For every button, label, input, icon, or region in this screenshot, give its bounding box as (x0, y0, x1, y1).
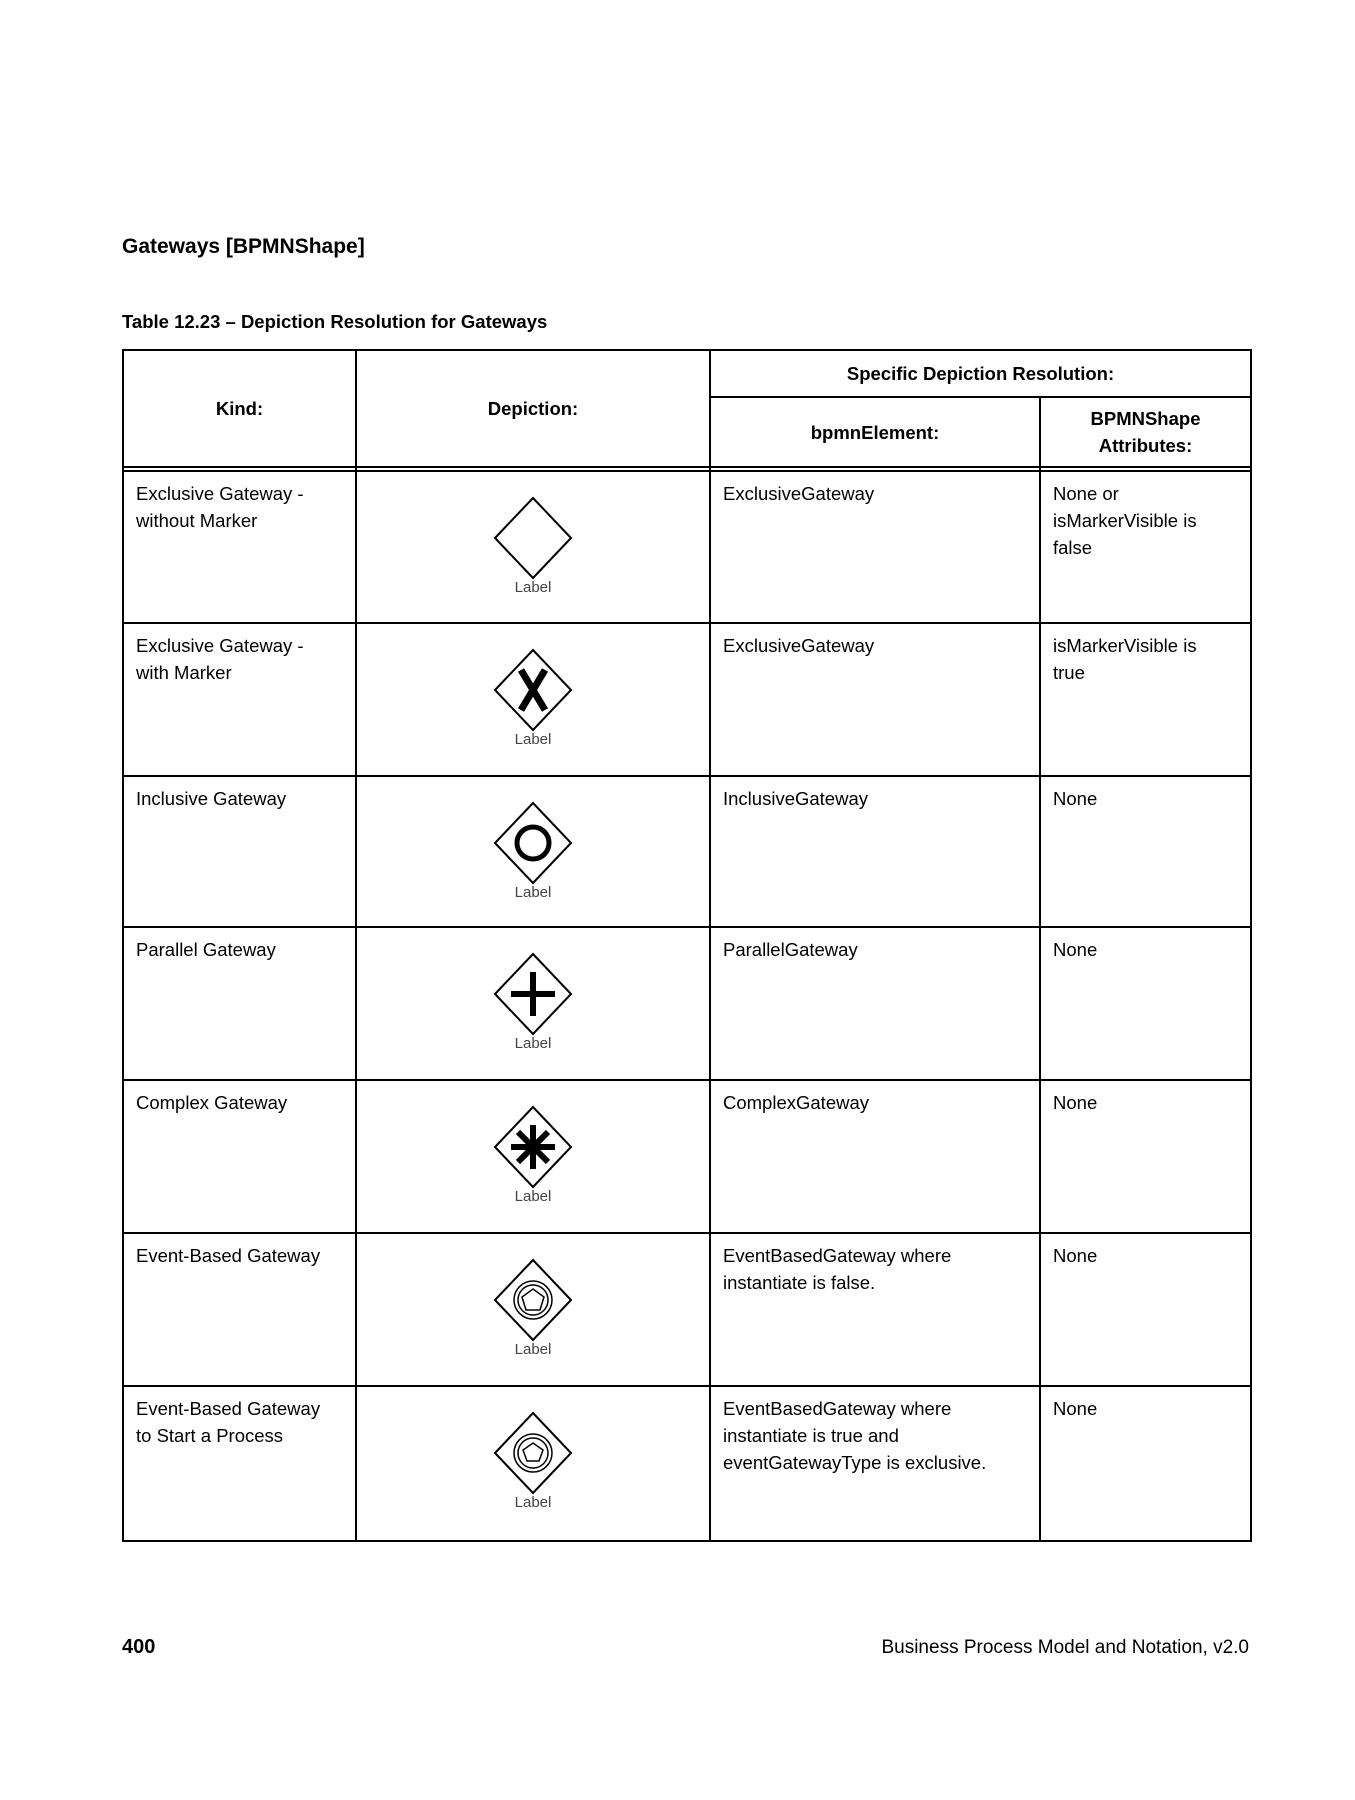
bpmn-element-text: ExclusiveGateway (723, 635, 875, 656)
icon-label: Label (514, 1035, 552, 1050)
table-row (123, 623, 1251, 776)
page-number: 400 (122, 1636, 156, 1658)
section-title: Gateways [BPMNShape] (122, 235, 365, 258)
depiction-table (122, 349, 1252, 1542)
kind-text: Inclusive Gateway (136, 788, 287, 809)
depiction-cell (356, 623, 710, 776)
header-specific: Specific Depiction Resolution: (710, 350, 1251, 397)
gateway-asterisk-icon (491, 1099, 575, 1203)
depiction-cell (356, 927, 710, 1080)
kind-cell (123, 1386, 356, 1541)
bpmn-element-text: ExclusiveGateway (723, 483, 875, 504)
gateway-empty-icon (491, 490, 575, 594)
attributes-cell (1040, 927, 1251, 1080)
attributes-cell (1040, 1080, 1251, 1233)
table-row (123, 927, 1251, 1080)
table-row (123, 1233, 1251, 1386)
depiction-cell (356, 1233, 710, 1386)
depiction-cell (356, 776, 710, 927)
kind-cell (123, 927, 356, 1080)
attributes-cell (1040, 776, 1251, 927)
attributes-cell (1040, 471, 1251, 623)
depiction-cell (356, 1080, 710, 1233)
table-row (123, 776, 1251, 927)
header-bpmn-element: bpmnElement: (710, 397, 1040, 467)
attributes-cell (1040, 1233, 1251, 1386)
attributes-cell (1040, 1386, 1251, 1541)
table-row (123, 471, 1251, 623)
table-caption: Table 12.23 – Depiction Resolution for Gateways (122, 311, 548, 332)
icon-label: Label (514, 1494, 552, 1509)
bpmn-element-text: EventBasedGateway where instantiate is false. (723, 1245, 952, 1293)
bpmn-element-cell (710, 1080, 1040, 1233)
gateway-circle-icon (491, 795, 575, 899)
bpmn-element-cell (710, 623, 1040, 776)
kind-text: Exclusive Gateway - without Marker (136, 483, 304, 531)
kind-cell (123, 471, 356, 623)
bpmn-element-text: ComplexGateway (723, 1092, 870, 1113)
icon-label: Label (514, 884, 552, 899)
icon-label: Label (514, 1341, 552, 1356)
depiction-cell (356, 471, 710, 623)
kind-text: Event-Based Gateway to Start a Process (136, 1398, 321, 1446)
kind-cell (123, 1233, 356, 1386)
kind-text: Parallel Gateway (136, 939, 276, 960)
icon-label: Label (514, 731, 552, 746)
kind-cell (123, 1080, 356, 1233)
bpmn-element-text: EventBasedGateway where instantiate is true and eventGatewayType is exclusive. (723, 1398, 987, 1473)
gateway-x-icon (491, 642, 575, 746)
footer-title: Business Process Model and Notation, v2.0 (881, 1637, 1249, 1658)
icon-label: Label (514, 579, 552, 594)
kind-text: Event-Based Gateway (136, 1245, 321, 1266)
attributes-text: None (1053, 1245, 1098, 1266)
attributes-text: isMarkerVisible is true (1053, 635, 1197, 683)
attributes-text: None (1053, 939, 1098, 960)
kind-cell (123, 776, 356, 927)
bpmn-element-cell (710, 471, 1040, 623)
gateway-event-start-icon (491, 1405, 575, 1509)
bpmn-element-cell (710, 927, 1040, 1080)
bpmn-element-text: ParallelGateway (723, 939, 858, 960)
gateway-event-icon (491, 1252, 575, 1356)
attributes-text: None (1053, 788, 1098, 809)
bpmn-element-cell (710, 776, 1040, 927)
attributes-text: None or isMarkerVisible is false (1053, 483, 1197, 558)
kind-cell (123, 623, 356, 776)
table-row (123, 1080, 1251, 1233)
attributes-text: None (1053, 1092, 1098, 1113)
gateway-plus-icon (491, 946, 575, 1050)
table-row (123, 1386, 1251, 1541)
header-attributes-text: BPMNShape Attributes: (1090, 408, 1201, 456)
bpmn-element-text: InclusiveGateway (723, 788, 868, 809)
header-depiction: Depiction: (356, 350, 710, 467)
header-kind: Kind: (123, 350, 356, 467)
attributes-text: None (1053, 1398, 1098, 1419)
kind-text: Complex Gateway (136, 1092, 288, 1113)
kind-text: Exclusive Gateway - with Marker (136, 635, 304, 683)
bpmn-element-cell (710, 1233, 1040, 1386)
icon-label: Label (514, 1188, 552, 1203)
bpmn-element-cell (710, 1386, 1040, 1541)
header-attributes (1040, 397, 1251, 467)
attributes-cell (1040, 623, 1251, 776)
depiction-cell (356, 1386, 710, 1541)
